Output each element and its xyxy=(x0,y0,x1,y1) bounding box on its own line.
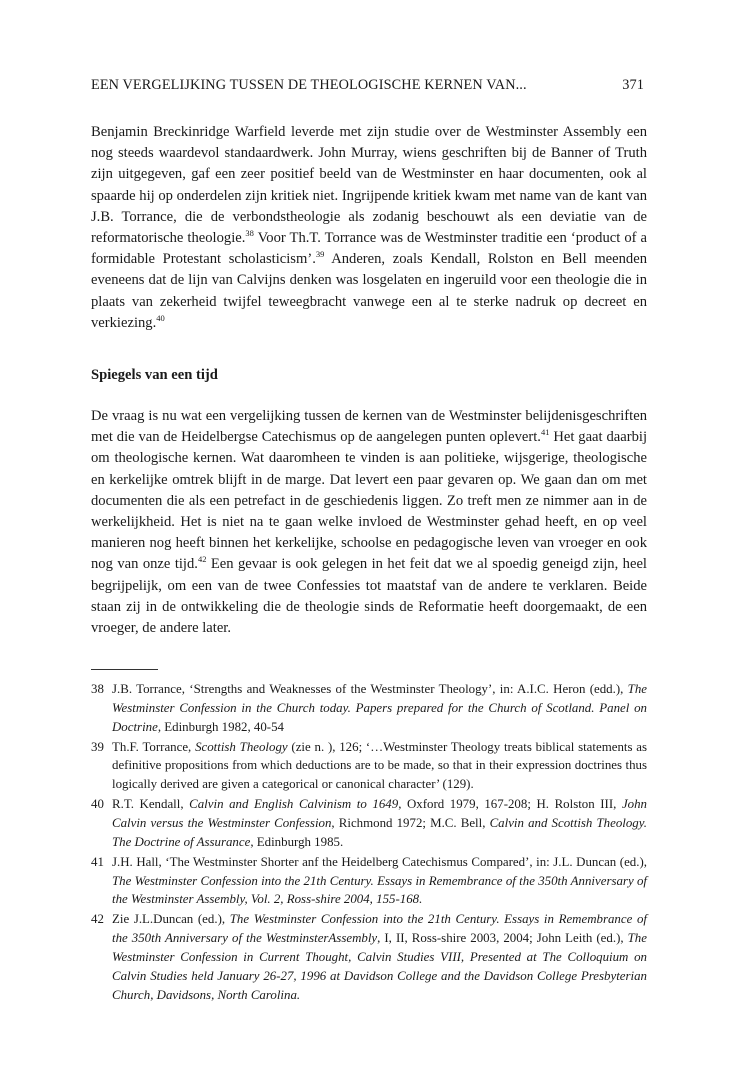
footnote-40 xyxy=(91,795,647,851)
footnote-text xyxy=(112,680,647,736)
running-title: EEN VERGELIJKING TUSSEN DE THEOLOGISCHE KERNEN VAN... xyxy=(91,77,527,93)
footnote-title: John Calvin versus the Westminster Confession xyxy=(112,797,647,830)
footnote-title: The Westminster Confession into the 21th Century. Essays in Remembrance of the 350th Anniversary of the Westminster Assembly, Vol. 2, Ross-shire 2004, 155-168. xyxy=(112,873,647,907)
footnote-text xyxy=(112,738,647,794)
paragraph-text: Het gaat daarbij om theologische kernen. Wat daaromheen te vinden is aan politieke, wijsgerige, theologische en kerkelijke omtrek blijft in de marge. Dat levert een paar gevaren op. We gaan dan om met documenten die als een petrefact in de geschiedenis liggen. Zo treft men ze nimmer aan in de werkelijkheid. Het is niet na te gaan welke invloed de Westminster gehad heeft, en op veel manieren nog heeft binnen het kerkelijke, schoolse en pedagogische leven van vroeger en ook nog van onze tijd. xyxy=(91,429,647,573)
paragraph-text: De vraag is nu wat een vergelijking tussen de kernen van de Westminster belijdenisgeschriften met die van de Heidelbergse Catechismus op de aangelegen punten oplevert. xyxy=(91,408,647,446)
footnote-text-part: , Oxford 1979, 167-208; H. Rolston III, xyxy=(398,797,622,812)
footnote-39 xyxy=(91,738,647,794)
footnote-number: 42 xyxy=(91,912,104,927)
footnote-38 xyxy=(91,680,647,736)
footnote-text-part: , Edinburgh 1982, 40-54 xyxy=(157,719,284,734)
footnote-number: 41 xyxy=(91,854,104,869)
footnote-separator xyxy=(91,669,158,670)
page-number: 371 xyxy=(622,77,644,93)
section-heading: Spiegels van een tijd xyxy=(91,367,218,383)
paragraph-text: Benjamin Breckinridge Warfield leverde met zijn studie over de Westminster Assembly een nog steeds waardevol standaardwerk. John Murray, wiens geschriften bij de Banner of Truth zijn uitgegeven, gaf een zeer positief beeld van de Westminster en haar documenten, ook al spaarde hij op onderdelen zijn kritiek niet. Ingrijpende kritiek kwam met name van de kant van J.B. Torrance, die de verbondstheologie als zodanig beschouwt als een deviatie van de reformatorische theologie. xyxy=(91,124,647,247)
paragraph-text: Een gevaar is ook gelegen in het feit dat we al spoedig geneigd zijn, heel begrijpelijk, om een van de twee Confessies tot maatstaf van de andere te verklaren. Beide staan zij in de ontwikkeling die de theologie sinds de Reformatie heeft doorgemaakt, de een vroeger, de andere later. xyxy=(91,556,647,637)
footnote-ref-40[interactable]: 40 xyxy=(156,312,165,323)
footnote-title: Calvin and English Calvinism to 1649 xyxy=(189,797,399,812)
footnote-number: 40 xyxy=(91,797,104,812)
footnote-title: The Westminster Confession in the Church today. Papers prepared for the Church of Scotland. Panel on Doctrine xyxy=(112,682,647,734)
footnote-text xyxy=(112,853,647,909)
footnote-ref-38[interactable]: 38 xyxy=(245,228,254,239)
footnote-text-part: J.B. Torrance, ‘Strengths and Weaknesses of the Westminster Theology’, in: A.I.C. Heron (edd.), xyxy=(112,682,628,696)
footnote-ref-42[interactable]: 42 xyxy=(197,554,207,565)
footnote-text-part: (zie n. ), 126; ‘…Westminster Theology treats biblical statements as definitive propositions from which deductions are to be made, so that in their expression doctrines thus logically derived are given a categorical or canonical character’ (129). xyxy=(112,739,648,792)
footnote-number: 38 xyxy=(91,682,104,696)
footnote-41 xyxy=(91,853,647,909)
footnote-text-part: , Richmond 1972; M.C. Bell, xyxy=(331,815,490,830)
running-header xyxy=(91,77,644,94)
footnote-number: 39 xyxy=(91,739,104,754)
footnote-title: Calvin and Scottish Theology. The Doctrine of Assurance xyxy=(112,815,647,849)
footnote-text-part: Th.F. Torrance, xyxy=(112,739,196,754)
footnote-ref-41[interactable]: 41 xyxy=(540,427,550,438)
footnote-ref-39[interactable]: 39 xyxy=(315,249,325,260)
footnote-text-part: , Edinburgh 1985. xyxy=(250,834,344,849)
body-paragraph xyxy=(91,406,647,639)
footnote-title: The Westminster Confession in Current Thought, Calvin Studies VIII, Presented at The Colloquium on Calvin Studies held January 26-27, 1996 at Davidson College and the Davidson College Presbyterian Church, Davidsons, North Carolina. xyxy=(112,931,647,1002)
footnote-text xyxy=(112,910,647,1004)
footnote-text xyxy=(112,795,647,851)
footnotes-list xyxy=(91,680,647,1005)
footnote-42 xyxy=(91,910,647,1004)
footnote-title: Scottish Theology xyxy=(195,739,288,754)
paragraph-text: Anderen, zoals Kendall, Rolston en Bell meenden eveneens dat de lijn van Calvijns denken was losgelaten en ingeruild voor een theologie die in plaats van zekerheid twijfel teweegbracht vanwege een al te sterke nadruk op decreet en verkiezing. xyxy=(91,251,647,331)
footnote-text-part: Zie J.L.Duncan (ed.), xyxy=(112,912,230,927)
footnote-title: The Westminster Confession into the 21th Century. Essays in Remembrance of the 350th Anniversary of the WestminsterAssembly xyxy=(112,912,647,946)
footnote-text-part: J.H. Hall, ‘The Westminster Shorter anf the Heidelberg Catechismus Compared’, in: J.L. Duncan (ed.), xyxy=(112,854,647,869)
footnote-text-part: , I, II, Ross-shire 2003, 2004; John Leith (ed.), xyxy=(377,931,628,946)
body-paragraph xyxy=(91,122,647,334)
paragraph-text: Voor Th.T. Torrance was de Westminster traditie een ‘product of a formidable Protestant scholasticism’. xyxy=(91,230,647,268)
footnote-text-part: R.T. Kendall, xyxy=(112,797,190,812)
